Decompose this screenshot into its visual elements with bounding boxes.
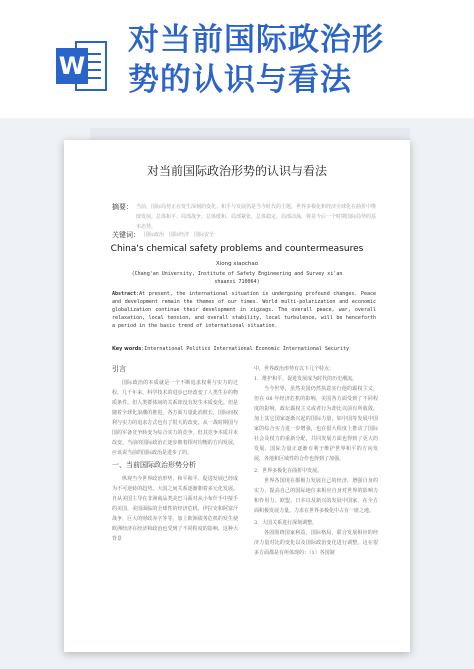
- english-title: China's chemical safety problems and countermeasures: [110, 244, 364, 254]
- banner-title-line1: 对当前国际政治形: [128, 22, 384, 58]
- english-keywords-label: Key words: [112, 346, 142, 352]
- right-paragraph-1: 当今世界，虽然美国仍然执意实行他的霸权主义，但在 08 年经济危机的影响，美国各方面受到了不同程度的影响，政坛霸权主义或者行为却比以前有所收敛。加上其它国家逐渐兴起的国际力量，如中国等发展中国家的综合实力进一步增强，也在很大程度上推动了国际社会及权力的重新分配，共同发展方面也得到了更大的发展，国际力量正逐渐有利于维护世界和平的方向发展，各地和区域性的合作也得到了加强。: [254, 386, 378, 462]
- svg-text:W: W: [58, 52, 86, 80]
- english-author: Xiong xiaochao: [215, 261, 259, 267]
- word-document-icon: [56, 38, 108, 94]
- right-paragraph-2: 世界各国现在都极力发展自己的经济，增强自身的实力，提高自己的国际地位来相应自身对世界的影响力和作用力。欧盟、日本以及新兴的发展中国家，在全方面积极发展力量。力求在世界多极化中占有一席之地。: [254, 478, 378, 514]
- document-page: [64, 140, 410, 652]
- english-affiliation: (Chang'an University, Institute of Safety Engineering and Survey xi'an shaanxi 710064): [131, 271, 343, 285]
- abstract-text: 当前，国际局势正在发生深刻的变化。和平与发展仍是当今时代的主题。世界多极化和经济全球化在曲折中继续发展。总体和平、局部战争，总体缓和、局部紧张，总体稳定、局部动荡，将是今后一个时期国际局势的基本态势。: [136, 204, 377, 230]
- banner-title-line2: 势的认识与看法: [128, 62, 352, 98]
- keywords-text: 国际政治 国际经济 国际安全: [144, 232, 215, 238]
- english-abstract: [112, 290, 376, 330]
- intro-heading: 引言: [112, 365, 126, 373]
- list-item-2: 2．世界多极化在曲折中发展。: [254, 468, 323, 474]
- english-keywords-text: :International Politics International Economic International Security: [141, 346, 349, 352]
- list-item-3: 3．大国关系进行深刻调整。: [254, 520, 318, 526]
- intro-paragraph: 国际政治的本质就是一个不断追求权利与实力的过程。几千年来，科学技术的进步已经改变了人类生存的物质条件。但人类群体间的关系却没有发生本质变化。但是随着全球化浪潮的推进，各方面力量此消彼长，国际间权利与实力的追求方式也有了很大的改变。从一战时期国与国的军备竞争转变为综合实力的竞争。但其竞争本质并未改变。当前的国际政治正逐步朝着相对均衡的方向发展，应该说当前的国际政治是进步了的。: [112, 380, 238, 456]
- document-title: 对当前国际政治形势的认识与看法: [146, 164, 327, 178]
- english-abstract-text: :At present, the international situation is undergoing profound changes. Peace and development remain the themes of our times. World multi-polarization and economic globalization continue their development in zigzags. The overall peace, war, overall relaxation, local tension, and overall stability, local turbulence, will be henceforth a period in the basic trend of international situation.: [112, 291, 376, 329]
- right-paragraph-3: 各国围绕国家利益，国际格局，联合发展相应的经济力量对比的变化以及国际政治变化进行调整。这在很多方面都是有所体现的：（1）各国制: [254, 530, 378, 556]
- list-item-1: 1．维护和平，促进发展成为时代的历史潮流。: [254, 376, 358, 382]
- left-column: [112, 364, 238, 546]
- banner-title: [128, 20, 468, 100]
- section-paragraph: 纵观当今世界政治形势，和平和平、促进发展已经成为不可逆转的趋势。大国之间关系逐渐朝着多元化发展。自从美国主导在非洲商品类美巴马面对从小布什手中接手的美国，美国面临的全球性的经济危机，伊拉克和阿富汗战争，巨大的财政赤字等等，加上欧洲债务危机的发生使欧洲经济在经济和政治也受到了不同程度的影响，这种大背景: [112, 476, 238, 542]
- english-keywords: [112, 346, 382, 352]
- keywords-label: 关键词：: [112, 231, 140, 239]
- section-heading: 一、当前国际政治形势分析: [112, 461, 196, 469]
- right-column: [254, 364, 378, 560]
- right-intro: 中，世界政治形势有以下几个特点：: [254, 366, 335, 372]
- abstract-label: 摘要：: [112, 203, 133, 211]
- cover-banner: [0, 0, 474, 118]
- english-abstract-label: Abstract: [112, 291, 137, 297]
